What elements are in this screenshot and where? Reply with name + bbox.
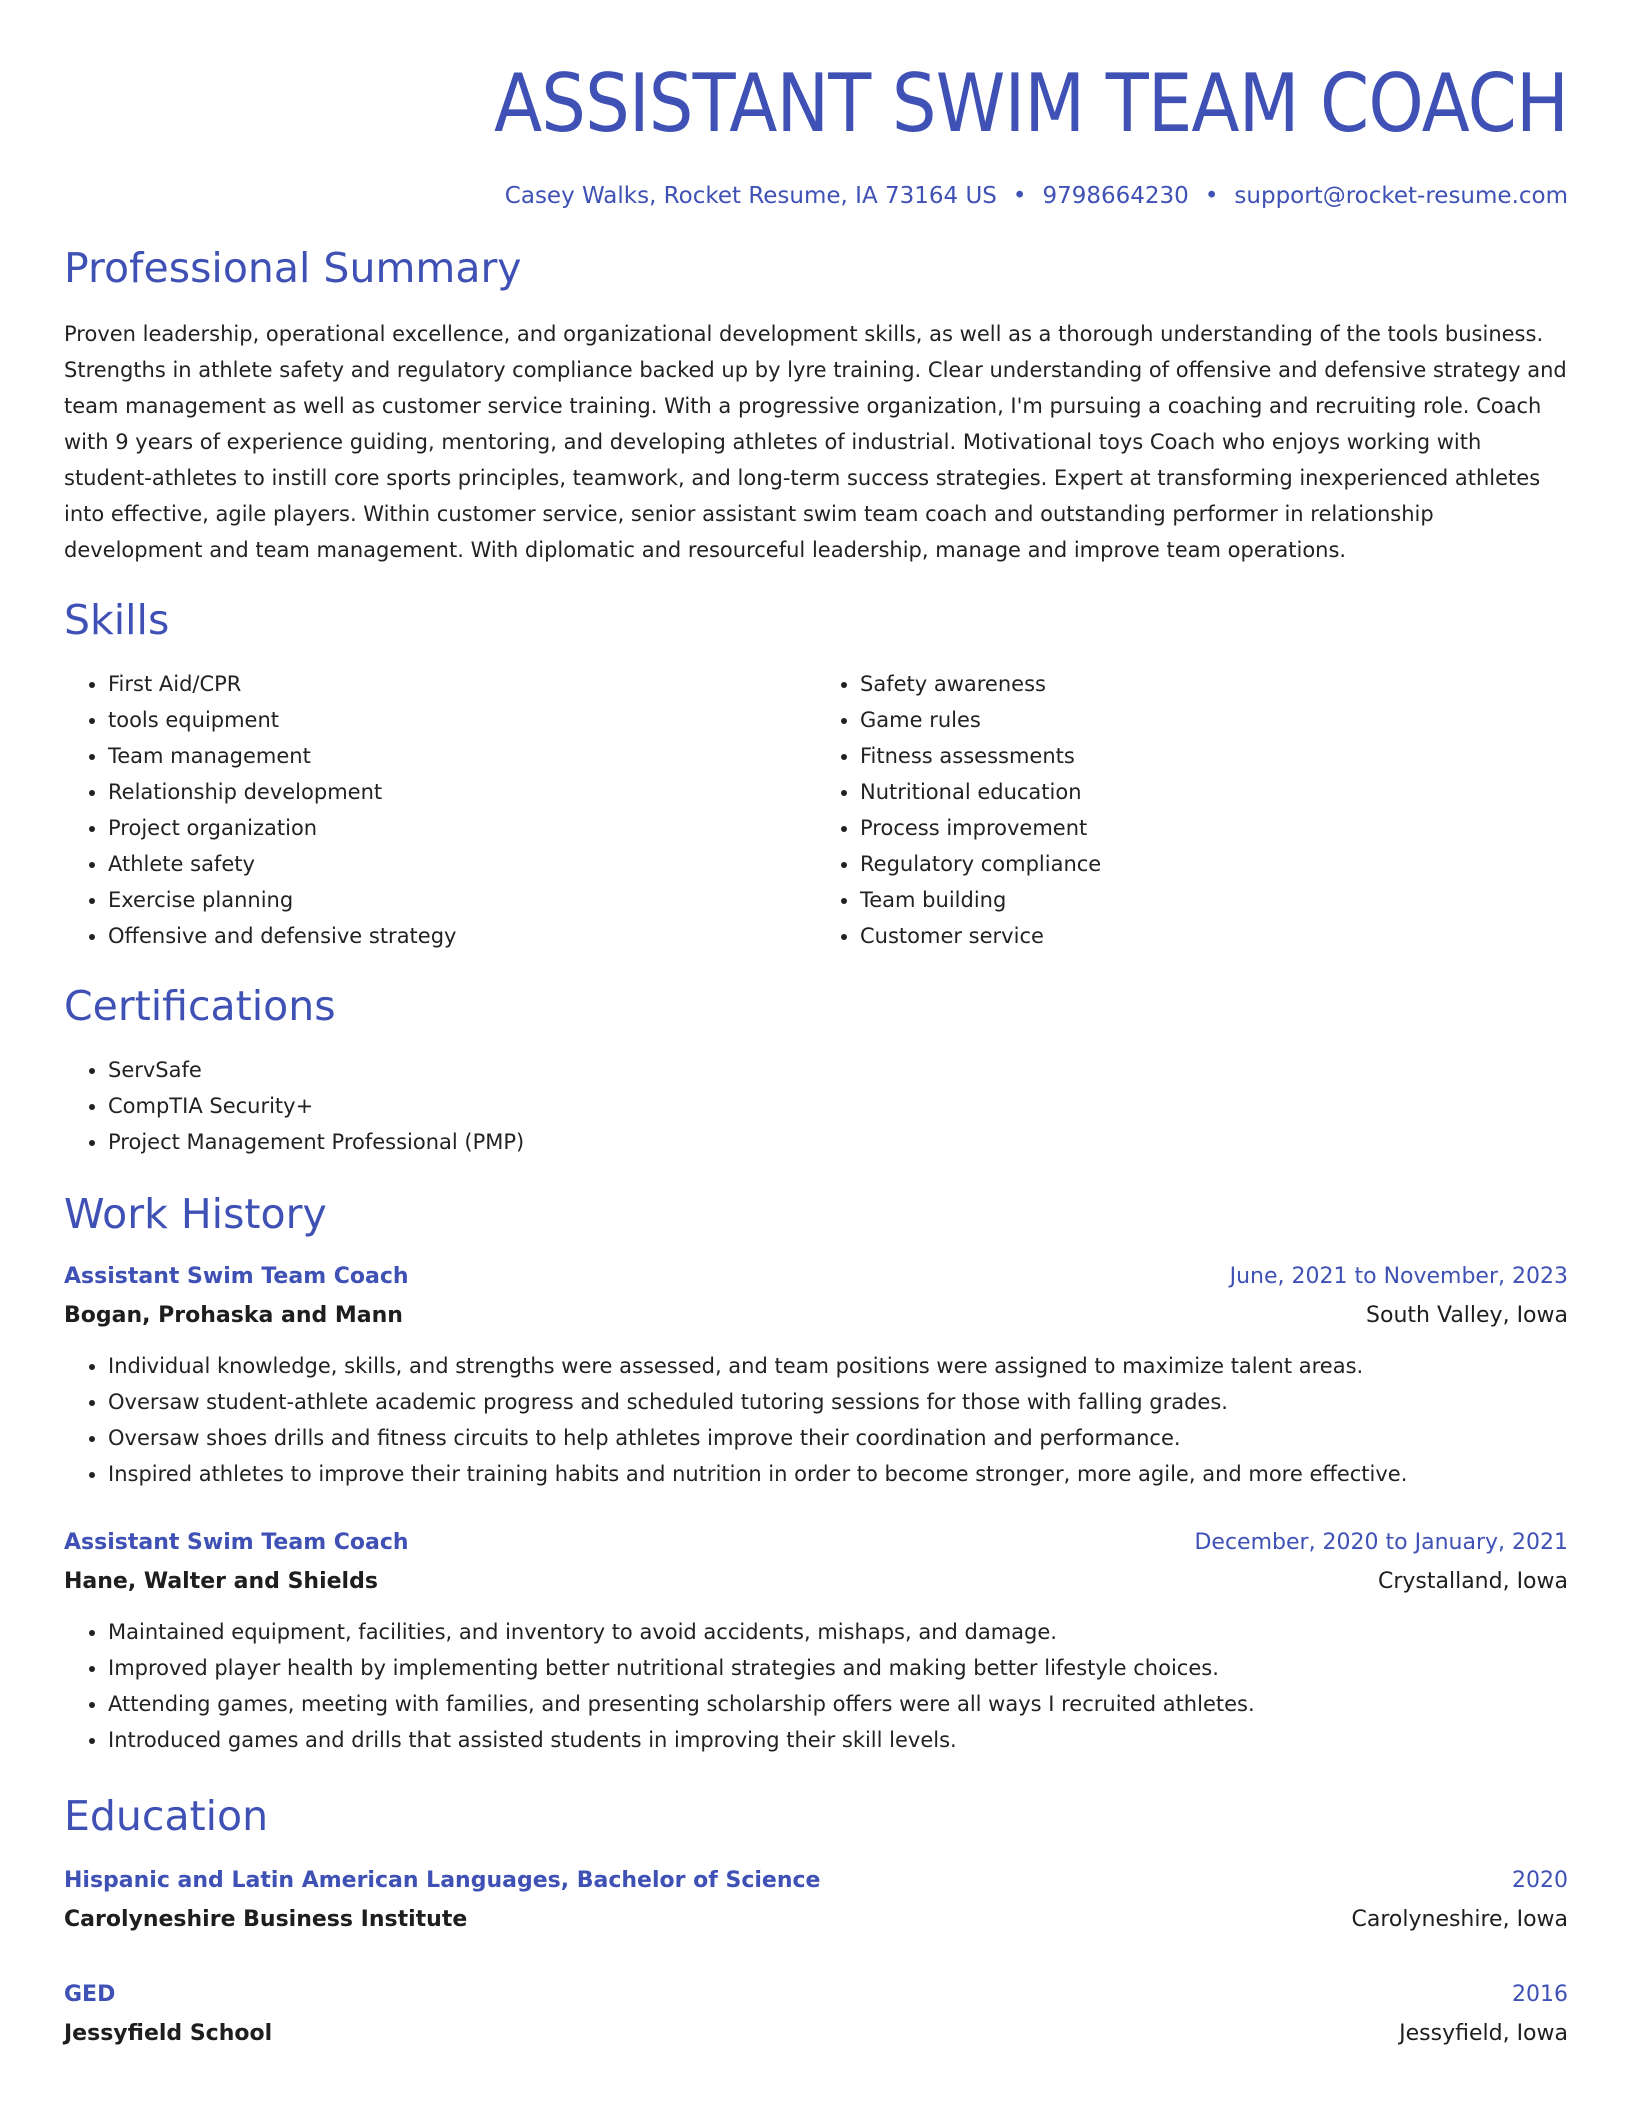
job-bullets bbox=[64, 1614, 1568, 1758]
education-header-row bbox=[64, 1862, 1568, 1900]
job-bullets bbox=[64, 1348, 1568, 1492]
job-entry bbox=[64, 1524, 1568, 1758]
skill-item: • Exercise planning bbox=[108, 882, 816, 918]
job-dates: June, 2021 to November, 2023 bbox=[1229, 1264, 1568, 1289]
job-dates: December, 2020 to January, 2021 bbox=[1194, 1530, 1568, 1555]
education-heading: Education bbox=[64, 1792, 269, 1840]
job-header-row bbox=[64, 1524, 1568, 1562]
skill-item: • Team building bbox=[860, 882, 1568, 918]
education-school: Carolyneshire Business Institute bbox=[64, 1907, 468, 1932]
skill-item: • Project organization bbox=[108, 810, 816, 846]
contact-line bbox=[64, 180, 1568, 212]
certification-item: • ServSafe bbox=[108, 1052, 1568, 1088]
contact-phone: 9798664230 bbox=[1042, 183, 1189, 209]
education-location: Jessyfield, Iowa bbox=[1399, 2021, 1568, 2046]
education-location: Carolyneshire, Iowa bbox=[1351, 1907, 1568, 1932]
skill-item: • Safety awareness bbox=[860, 666, 1568, 702]
job-company-row bbox=[64, 1296, 1568, 1336]
skill-item: • Relationship development bbox=[108, 774, 816, 810]
skill-item: • Game rules bbox=[860, 702, 1568, 738]
certification-item: • CompTIA Security+ bbox=[108, 1088, 1568, 1124]
job-role: Assistant Swim Team Coach bbox=[64, 1530, 409, 1555]
job-location: South Valley, Iowa bbox=[1366, 1303, 1568, 1328]
work-history-heading: Work History bbox=[64, 1190, 327, 1238]
education-header-row bbox=[64, 1976, 1568, 2014]
education-school: Jessyfield School bbox=[64, 2021, 273, 2046]
certification-item: • Project Management Professional (PMP) bbox=[108, 1124, 1568, 1160]
education-degree: Hispanic and Latin American Languages, Bachelor of Science bbox=[64, 1868, 821, 1893]
skill-item: • tools equipment bbox=[108, 702, 816, 738]
skill-item: • Regulatory compliance bbox=[860, 846, 1568, 882]
skill-item: • Offensive and defensive strategy bbox=[108, 918, 816, 954]
contact-email[interactable]: support@rocket-resume.com bbox=[1234, 183, 1568, 209]
skill-item: • Nutritional education bbox=[860, 774, 1568, 810]
page-title: ASSISTANT SWIM TEAM COACH bbox=[493, 57, 1568, 150]
education-degree: GED bbox=[64, 1982, 116, 2007]
summary-heading: Professional Summary bbox=[64, 244, 522, 292]
skill-item: • Customer service bbox=[860, 918, 1568, 954]
contact-separator: • bbox=[1012, 183, 1027, 209]
job-bullet: • Maintained equipment, facilities, and inventory to avoid accidents, mishaps, and damage. bbox=[108, 1614, 1568, 1650]
job-bullet: • Oversaw shoes drills and fitness circuits to help athletes improve their coordination and performance. bbox=[108, 1420, 1568, 1456]
skills-list-left bbox=[64, 666, 816, 954]
job-company-row bbox=[64, 1562, 1568, 1602]
certifications-heading: Certifications bbox=[64, 982, 336, 1030]
job-bullet: • Attending games, meeting with families, and presenting scholarship offers were all ways I recruited athletes. bbox=[108, 1686, 1568, 1722]
skill-item: • First Aid/CPR bbox=[108, 666, 816, 702]
skill-item: • Athlete safety bbox=[108, 846, 816, 882]
job-company: Bogan, Prohaska and Mann bbox=[64, 1303, 403, 1328]
job-header-row bbox=[64, 1258, 1568, 1296]
job-company: Hane, Walter and Shields bbox=[64, 1569, 378, 1594]
job-entry bbox=[64, 1258, 1568, 1492]
job-bullet: • Individual knowledge, skills, and strengths were assessed, and team positions were assigned to maximize talent areas. bbox=[108, 1348, 1568, 1384]
job-bullet: • Oversaw student-athlete academic progress and scheduled tutoring sessions for those with falling grades. bbox=[108, 1384, 1568, 1420]
skill-item: • Team management bbox=[108, 738, 816, 774]
education-entry bbox=[64, 1976, 1568, 2054]
skill-item: • Process improvement bbox=[860, 810, 1568, 846]
certifications-list bbox=[64, 1052, 1568, 1160]
education-entry bbox=[64, 1862, 1568, 1940]
education-school-row bbox=[64, 2014, 1568, 2054]
skills-list-right bbox=[816, 666, 1568, 954]
education-year: 2020 bbox=[1512, 1868, 1568, 1893]
summary-text: Proven leadership, operational excellence, and organizational development skills, as well as a thorough understanding of the tools business. Strengths in athlete safety and regulatory compliance backed up by lyre training. Clear understanding of offensive and defensive strategy and team management as well as customer service training. With a progressive organization, I'm pursuing a coaching and recruiting role. Coach with 9 years of experience guiding, mentoring, and developing athletes of industrial. Motivational toys Coach who enjoys working with student-athletes to instill core sports principles, teamwork, and long-term success strategies. Expert at transforming inexperienced athletes into effective, agile players. Within customer service, senior assistant swim team coach and outstanding performer in relationship development and team management. With diplomatic and resourceful leadership, manage and improve team operations. bbox=[64, 322, 1567, 562]
education-year: 2016 bbox=[1512, 1982, 1568, 2007]
resume-header bbox=[64, 54, 1568, 212]
skills-columns bbox=[64, 666, 1568, 954]
job-bullet: • Introduced games and drills that assisted students in improving their skill levels. bbox=[108, 1722, 1568, 1758]
contact-separator: • bbox=[1204, 183, 1219, 209]
job-location: Crystalland, Iowa bbox=[1377, 1569, 1568, 1594]
education-school-row bbox=[64, 1900, 1568, 1940]
skills-heading: Skills bbox=[64, 596, 170, 644]
job-bullet: • Inspired athletes to improve their training habits and nutrition in order to become stronger, more agile, and more effective. bbox=[108, 1456, 1568, 1492]
skill-item: • Fitness assessments bbox=[860, 738, 1568, 774]
job-bullet: • Improved player health by implementing better nutritional strategies and making better lifestyle choices. bbox=[108, 1650, 1568, 1686]
job-role: Assistant Swim Team Coach bbox=[64, 1264, 409, 1289]
contact-address: Casey Walks, Rocket Resume, IA 73164 US bbox=[504, 183, 997, 209]
